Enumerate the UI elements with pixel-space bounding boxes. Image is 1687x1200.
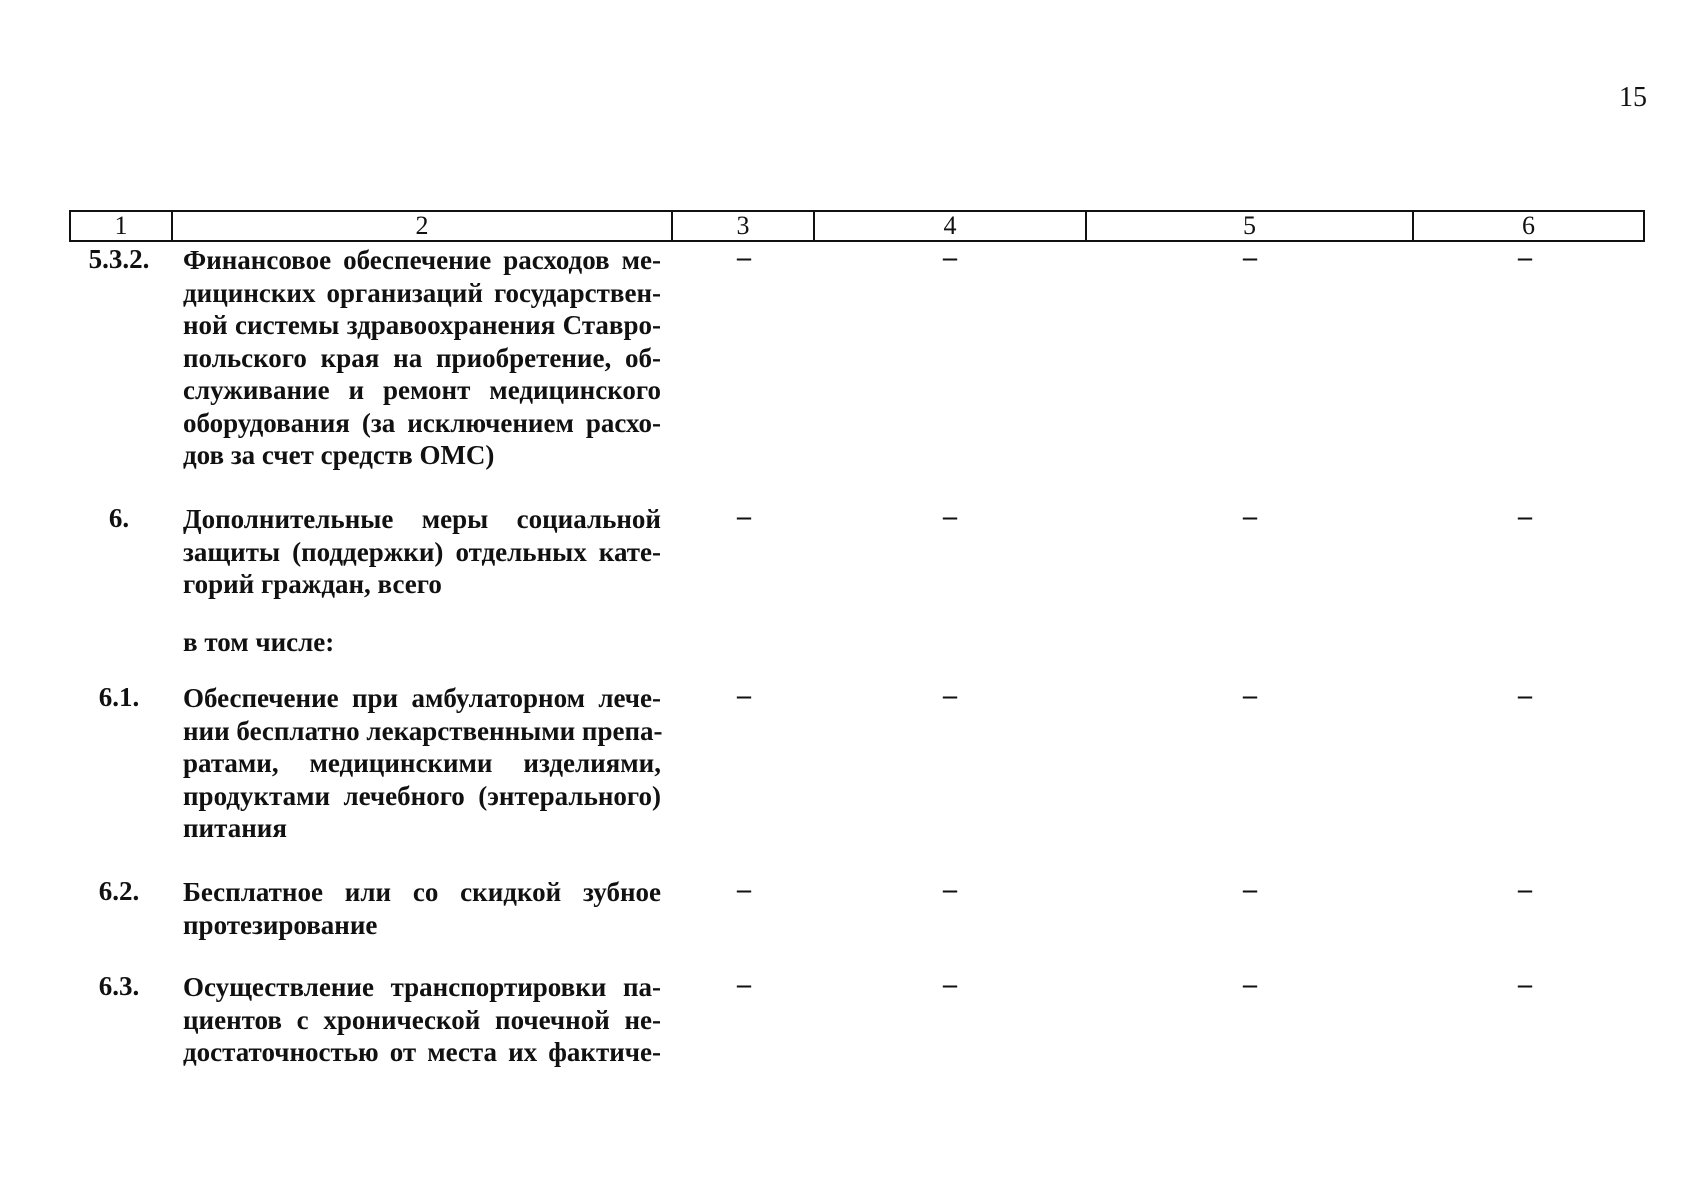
description-line: ратами, медицинскими изделиями, — [183, 748, 661, 778]
value-col-5: – — [1243, 242, 1257, 273]
header-col-1: 1 — [70, 211, 172, 241]
description-line: Дополнительные меры социальной — [183, 504, 661, 534]
value-col-4: – — [943, 874, 957, 905]
row-number: 5.3.2. — [88, 244, 150, 274]
header-col-4: 4 — [814, 211, 1086, 241]
description-line: служивание и ремонт медицинского — [183, 375, 661, 405]
value-col-4: – — [943, 242, 957, 273]
value-col-3: – — [737, 242, 751, 273]
value-col-3: – — [737, 501, 751, 532]
description-line: ной системы здравоохранения Ставро- — [183, 310, 661, 340]
description-line: циентов с хронической почечной не- — [183, 1004, 661, 1035]
value-col-4: – — [943, 680, 957, 711]
description-line: питания — [183, 813, 287, 843]
row-description — [183, 682, 661, 845]
value-col-6: – — [1518, 242, 1532, 273]
value-col-5: – — [1243, 969, 1257, 1000]
row-description — [183, 244, 661, 472]
row-description — [183, 876, 661, 941]
header-col-3: 3 — [672, 211, 814, 241]
description-line: Осуществление транспортировки па- — [183, 972, 661, 1002]
value-col-5: – — [1243, 874, 1257, 905]
value-col-6: – — [1518, 969, 1532, 1000]
value-col-3: – — [737, 680, 751, 711]
value-col-6: – — [1518, 874, 1532, 905]
description-line: польского края на приобретение, об- — [183, 342, 661, 373]
description-line: Бесплатное или со скидкой зубное — [183, 877, 661, 907]
row-number: 6.3. — [98, 971, 140, 1001]
column-header-table — [69, 210, 1645, 242]
header-col-6: 6 — [1413, 211, 1644, 241]
header-col-2: 2 — [172, 211, 672, 241]
row-description — [183, 971, 661, 1069]
description-line: достаточностью от места их фактиче- — [183, 1037, 661, 1067]
value-col-3: – — [737, 969, 751, 1000]
description-line: дов за счет средств ОМС) — [183, 440, 495, 470]
value-col-5: – — [1243, 501, 1257, 532]
header-col-5: 5 — [1086, 211, 1413, 241]
row-description — [183, 503, 661, 601]
value-col-6: – — [1518, 501, 1532, 532]
description-line: протезирование — [183, 909, 378, 940]
row-number: 6. — [108, 503, 130, 533]
header-row — [70, 211, 1644, 241]
page-number: 15 — [1619, 82, 1647, 113]
description-line: оборудования (за исключением расхо- — [183, 407, 661, 438]
description-line: горий граждан, всего — [183, 569, 442, 599]
description-line: нии бесплатно лекарственными препа- — [183, 715, 663, 746]
description-line: Обеспечение при амбулаторном лече- — [183, 683, 661, 713]
row-number: 6.1. — [98, 682, 140, 712]
value-col-6: – — [1518, 680, 1532, 711]
description-line: Финансовое обеспечение расходов ме- — [183, 245, 661, 275]
value-col-4: – — [943, 501, 957, 532]
value-col-3: – — [737, 874, 751, 905]
value-col-5: – — [1243, 680, 1257, 711]
description-line: дицинских организаций государствен- — [183, 277, 661, 308]
description-line: защиты (поддержки) отдельных кате- — [183, 536, 661, 567]
value-col-4: – — [943, 969, 957, 1000]
row-number: 6.2. — [98, 876, 140, 906]
subheading: в том числе: — [183, 627, 335, 657]
description-line: продуктами лечебного (энтерального) — [183, 780, 661, 811]
